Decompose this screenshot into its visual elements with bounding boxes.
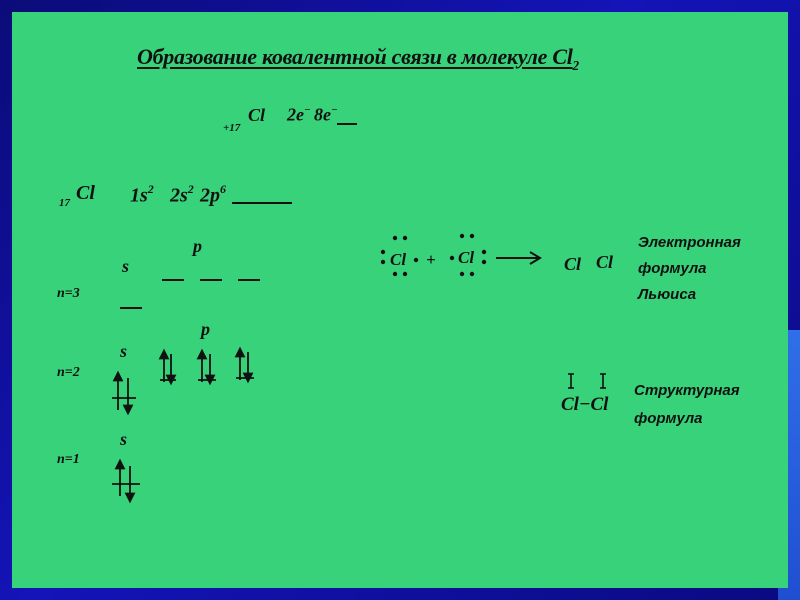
lewis-right-atom: Cl	[458, 248, 475, 267]
orbital-2s	[112, 376, 136, 410]
sublevel-2p-label: p	[201, 319, 210, 339]
sublevel-2s-label: s	[120, 341, 128, 361]
orbital-1s	[112, 464, 140, 498]
structural-formula: Cl−Cl	[561, 394, 609, 415]
lewis-result-right: Cl	[596, 252, 614, 272]
shell-electrons-second: 8e−	[314, 104, 338, 125]
reaction-arrow	[496, 252, 540, 264]
slide-canvas	[12, 12, 788, 588]
config-1s: $1s^2$	[130, 182, 154, 207]
lewis-plus: +	[426, 250, 436, 269]
orbital-2p-3	[236, 352, 254, 380]
lewis-result-left: Cl	[564, 254, 582, 274]
lewis-left-atom: Cl	[390, 250, 407, 269]
shell-symbol: Cl	[248, 105, 266, 125]
slide-title-text: Образование ковалентной связи в молекуле Cl	[137, 44, 573, 69]
level-n1-label: n=1	[57, 452, 80, 467]
lewis-caption-line-2: формула	[638, 260, 707, 277]
sublevel-3s-label: s	[122, 256, 130, 276]
lewis-caption-line-1: Электронная	[638, 234, 741, 251]
orbital-2p-2	[198, 354, 216, 382]
shell-electrons-first: 2e−	[287, 104, 311, 125]
sublevel-1s-label: s	[120, 429, 128, 449]
lewis-caption-line-3: Льюиса	[638, 286, 697, 303]
config-symbol: Cl	[76, 182, 95, 204]
config-atomic-number: 17	[59, 197, 70, 209]
config-2p: $2p^6$	[200, 182, 226, 207]
sublevel-3p-label: p	[193, 236, 202, 256]
level-n2-label: n=2	[57, 365, 80, 380]
slide-title-subscript: 2	[572, 57, 579, 73]
structural-caption-line-2: формула	[634, 410, 703, 427]
shell-charge: +17	[223, 122, 241, 134]
structural-caption-line-1: Структурная	[634, 382, 740, 399]
config-2s: $2s^2$	[170, 182, 194, 207]
level-n3-label: n=3	[57, 286, 80, 301]
orbital-2p-1	[160, 354, 176, 382]
structural-bars	[568, 374, 606, 388]
